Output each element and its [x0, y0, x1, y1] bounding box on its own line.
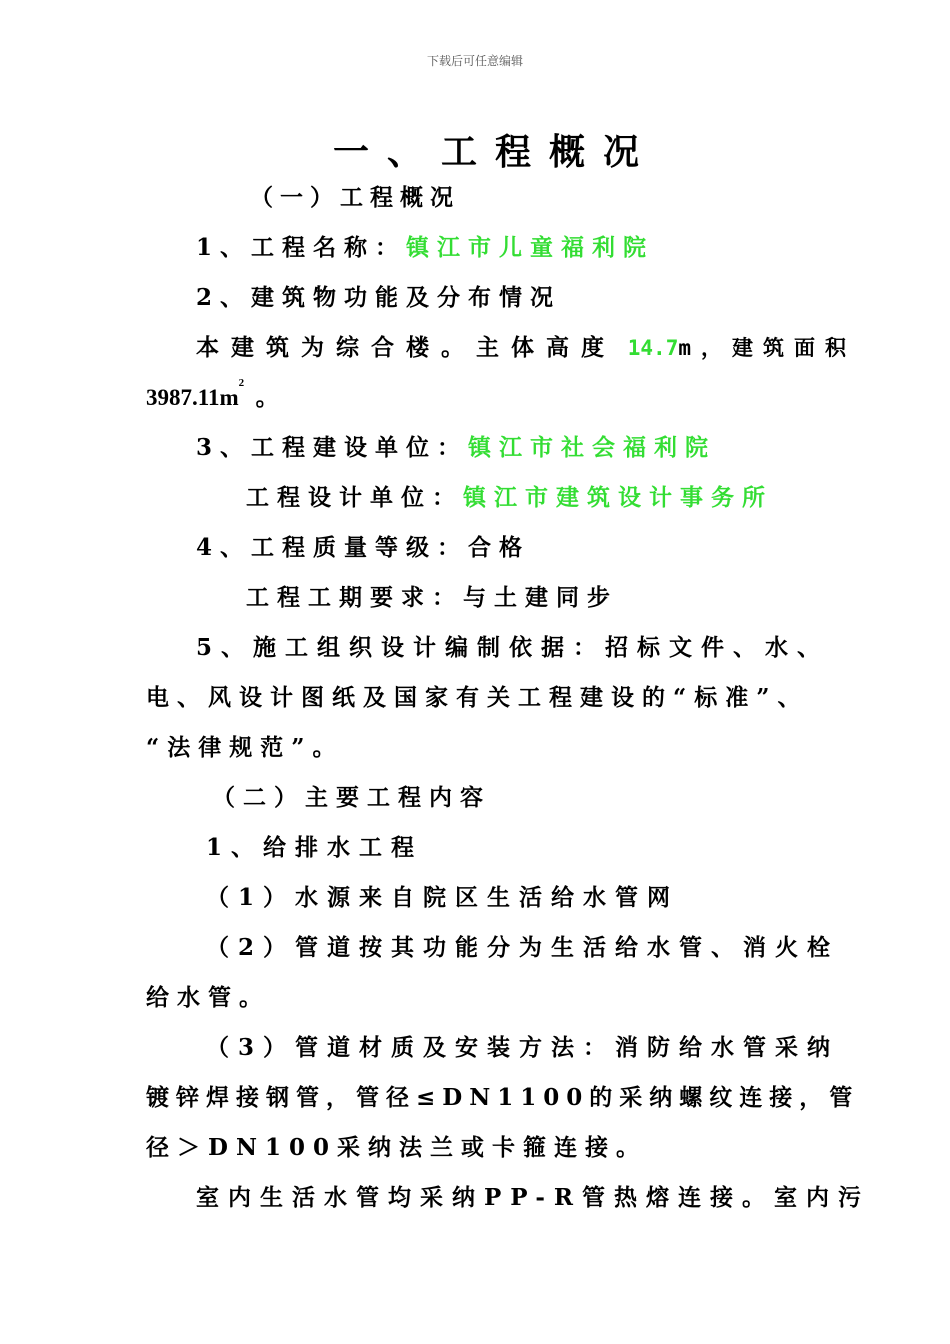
indoor-pipe-line1 — [196, 1178, 876, 1218]
design-unit-value: 镇江市建筑设计事务所 — [463, 484, 773, 511]
para1-suffix: m，建筑面积 — [678, 336, 856, 360]
indoor-pipe-line1-text: 室内生活水管均采纳PP-R管热熔连接。室内污 — [196, 1184, 870, 1211]
document-title: 一、工程概况 — [332, 132, 657, 173]
area-value: 3987.11m — [146, 385, 239, 410]
para1-height — [628, 328, 856, 368]
basis-line2-text: 电、风设计图纸及国家有关工程建设的“标准”、 — [146, 684, 809, 711]
section-heading-2 — [212, 778, 612, 818]
construction-unit-label: 3、工程建设单位： — [196, 434, 469, 461]
area-sup: 2 — [238, 377, 245, 389]
plumbing-heading-text: 1、给排水工程 — [206, 834, 424, 861]
pipe-material-line3 — [146, 1128, 746, 1168]
design-unit-label: 工程设计单位： — [246, 484, 463, 511]
section-heading-1 — [250, 178, 550, 218]
construction-unit-value: 镇江市社会福利院 — [468, 434, 717, 461]
basis-line1-text: 5、施工组织设计编制依据：招标文件、水、 — [196, 634, 830, 661]
section-heading-1-text: （一）工程概况 — [250, 184, 460, 211]
pipe-function-line1 — [206, 928, 886, 968]
pipe-material-line2 — [146, 1078, 866, 1118]
quality-row — [196, 528, 596, 568]
para1-line1 — [196, 328, 856, 368]
construction-unit-row — [196, 428, 796, 468]
pipe-material-line1-text: （3）管道材质及安装方法：消防给水管采纳 — [206, 1034, 840, 1061]
function-row — [196, 278, 646, 318]
project-name-value: 镇江市儿童福利院 — [406, 234, 655, 261]
pipe-function-line1-text: （2）管道按其功能分为生活给水管、消火栓 — [206, 934, 840, 961]
pipe-function-line2 — [146, 978, 446, 1018]
basis-line1 — [196, 628, 876, 668]
height-value: 14.7 — [627, 336, 679, 360]
basis-line3-text: “法律规范”。 — [146, 734, 344, 761]
pipe-function-line2-text: 给水管。 — [146, 984, 270, 1011]
page-header: 下载后可任意编辑 — [426, 54, 523, 68]
pipe-material-line2-text: 镀锌焊接钢管，管径≤DN1100的采纳螺纹连接，管 — [146, 1084, 860, 1111]
design-unit-row — [246, 478, 846, 518]
schedule-row — [246, 578, 696, 618]
pipe-material-line3-text: 径＞DN100采纳法兰或卡箍连接。 — [146, 1134, 647, 1161]
function-label: 2、建筑物功能及分布情况 — [196, 284, 562, 311]
para1-prefix: 本建筑为综合楼。主体高度 — [196, 334, 616, 361]
project-name-row — [196, 228, 696, 268]
para1-line2 — [146, 378, 546, 418]
area-end: 。 — [255, 385, 279, 410]
schedule-label: 工程工期要求：与土建同步 — [246, 584, 618, 611]
water-source-text: （1）水源来自院区生活给水管网 — [206, 884, 680, 911]
section-heading-2-text: （二）主要工程内容 — [212, 784, 491, 811]
quality-label: 4、工程质量等级：合格 — [196, 534, 531, 561]
pipe-material-line1 — [206, 1028, 886, 1068]
project-name-label: 1、工程名称： — [196, 234, 407, 261]
basis-line3 — [146, 728, 546, 768]
water-source-row — [206, 878, 706, 918]
plumbing-heading — [206, 828, 506, 868]
basis-line2 — [146, 678, 896, 718]
